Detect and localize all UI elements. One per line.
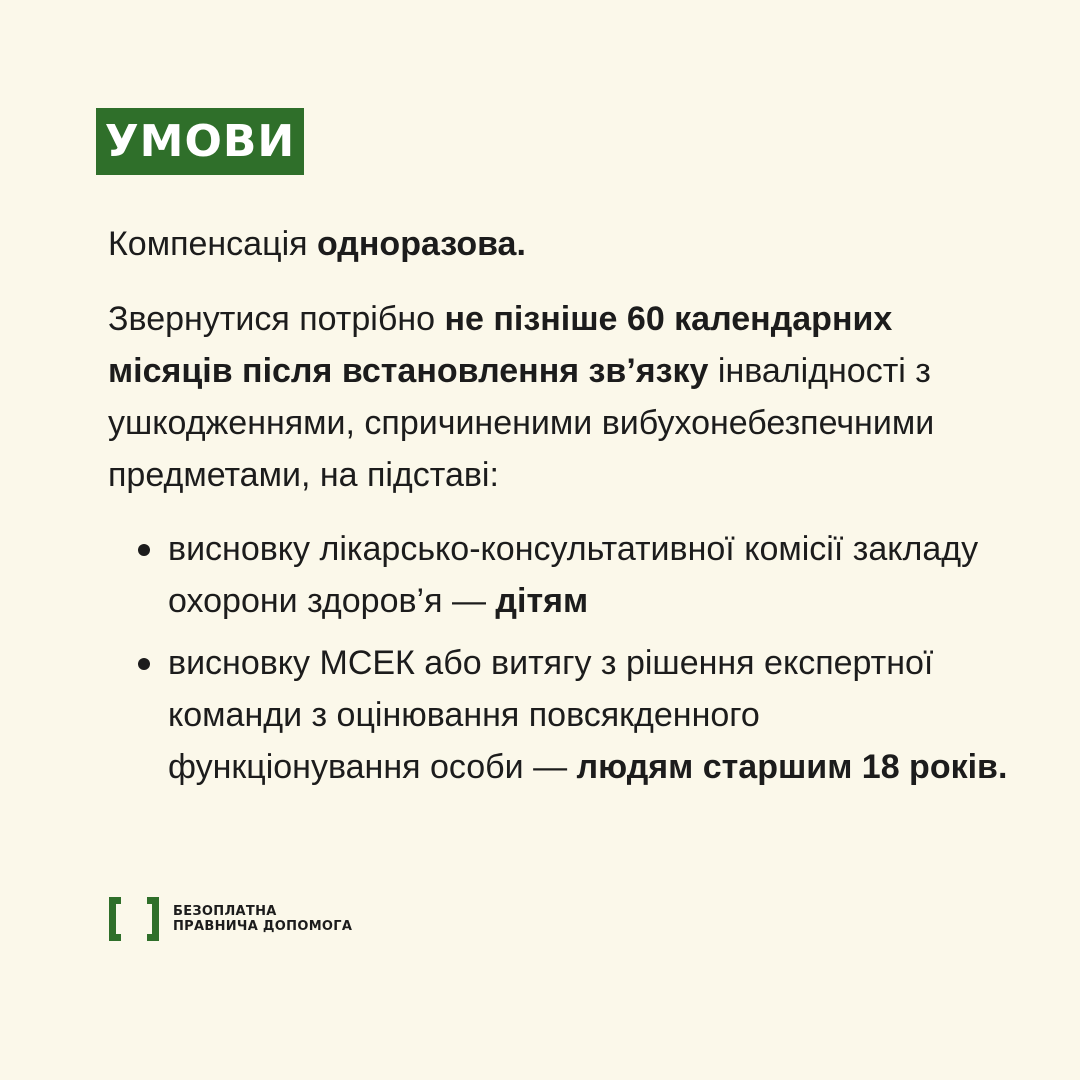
list-item-text: висновку лікарсько-консультативної комісії закладу охорони здоров’я — <box>168 530 979 620</box>
main-content <box>108 218 1008 803</box>
logo-text-line1: БЕЗОПЛАТНА <box>173 904 277 919</box>
brackets-logo-icon <box>107 895 161 943</box>
paragraph-compensation-bold: одноразова. <box>316 225 526 263</box>
conditions-list <box>108 523 1008 793</box>
paragraph-compensation-text: Компенсація <box>108 225 317 263</box>
page-title: УМОВИ <box>104 116 296 167</box>
list-item-text: висновку МСЕК або витягу з рішення експертної команди з оцінювання повсякденного функціонування особи — <box>168 644 934 786</box>
bullet-dot-icon <box>138 544 150 556</box>
bullet-dot-icon <box>138 658 150 670</box>
paragraph-compensation <box>108 218 1008 270</box>
list-item-bold: людям старшим 18 років. <box>576 748 1008 786</box>
list-item <box>108 523 1008 627</box>
logo <box>107 895 352 943</box>
list-item <box>108 637 1008 793</box>
paragraph-deadline <box>108 293 1008 501</box>
logo-text-line2: ПРАВНИЧА ДОПОМОГА <box>173 919 353 934</box>
paragraph-deadline-bold: не пізніше 60 календарних місяців після встановлення зв’язку <box>108 300 893 390</box>
title-badge <box>96 108 304 175</box>
list-item-bold: дітям <box>495 582 589 620</box>
logo-text <box>173 904 352 934</box>
paragraph-deadline-text-end: інвалідності з ушкодженнями, спричиненими вибухонебезпечними предметами, на підставі: <box>108 352 935 494</box>
paragraph-deadline-text-start: Звернутися потрібно <box>108 300 445 338</box>
